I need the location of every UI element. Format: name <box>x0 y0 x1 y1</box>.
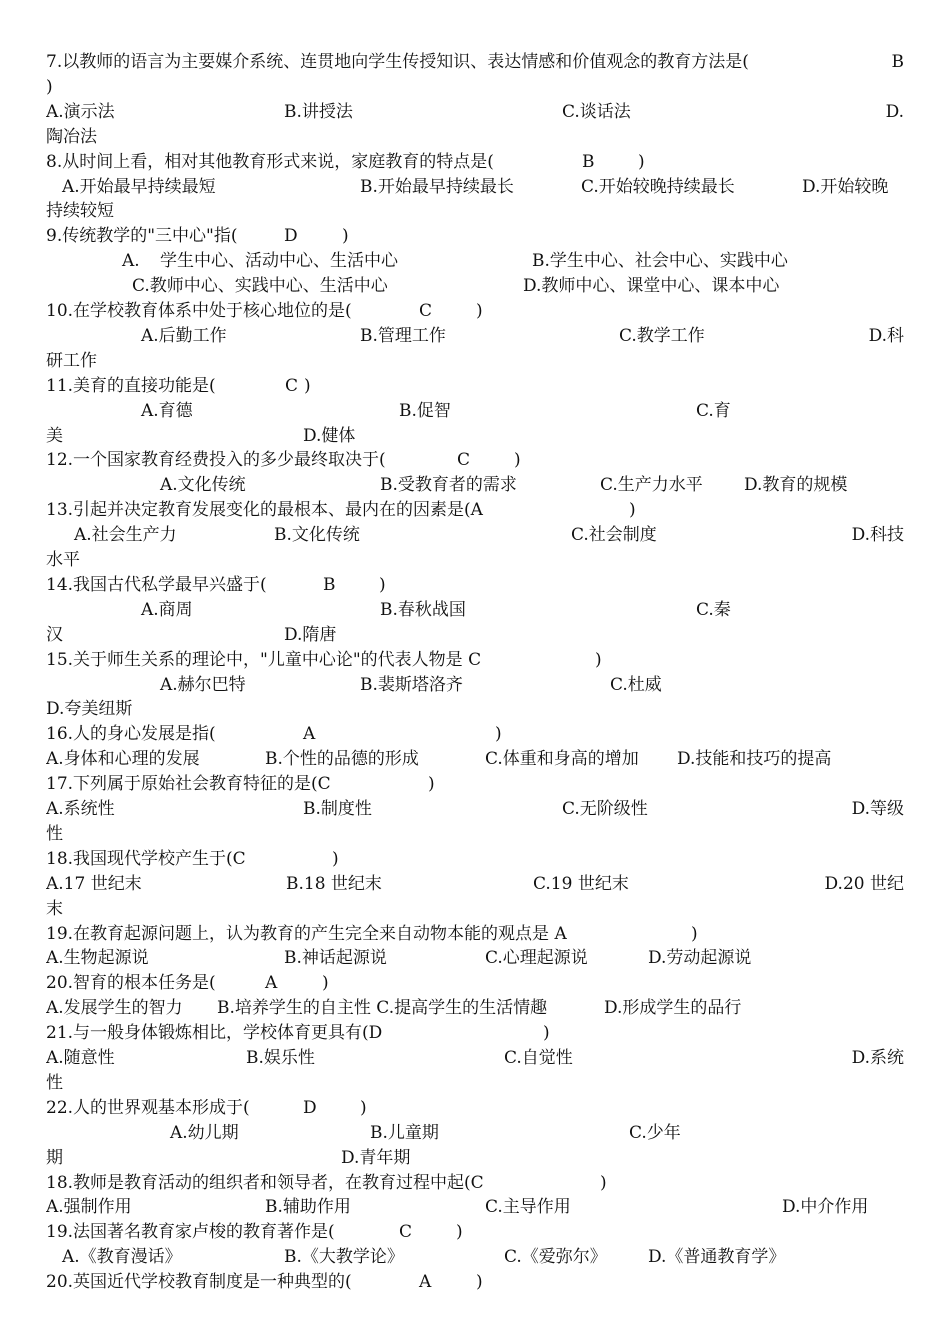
text-segment: C.体重和身高的增加 <box>485 749 639 770</box>
text-segment: A <box>419 1272 432 1293</box>
text-line <box>46 175 904 200</box>
text-segment: ) <box>691 923 698 944</box>
text-line <box>46 548 904 573</box>
text-line <box>46 673 904 698</box>
text-segment: A.文化传统 <box>160 475 246 496</box>
text-segment: D.教师中心、课堂中心、课本中心 <box>523 276 780 297</box>
text-segment: C.社会制度 <box>571 525 657 546</box>
text-segment: C.育 <box>696 400 731 421</box>
text-segment: B.促智 <box>399 400 451 421</box>
text-segment: 学生中心、活动中心、生活中心 <box>160 251 398 272</box>
text-segment: B.制度性 <box>303 799 372 819</box>
text-segment: C.无阶级性 <box>562 799 648 819</box>
text-segment: C.开始较晚持续最长 <box>581 176 735 197</box>
text-segment: 7.以教师的语言为主要媒介系统、连贯地向学生传授知识、表达情感和价值观念的教育方法是( <box>46 52 749 72</box>
text-line <box>46 374 904 399</box>
text-line <box>46 847 904 872</box>
text-segment: D.教育的规模 <box>744 475 848 496</box>
text-segment: 15.关于师生关系的理论中，"儿童中心论"的代表人物是 C <box>46 649 482 670</box>
text-segment: ) <box>304 375 311 396</box>
text-segment: D.《普通教育学》 <box>648 1247 786 1268</box>
text-segment: ) <box>46 76 53 97</box>
text-segment: 汉 <box>46 624 63 645</box>
text-line <box>46 1220 904 1245</box>
text-segment-right: D.科 <box>868 325 904 346</box>
text-segment: 末 <box>46 898 63 919</box>
text-segment: C <box>399 1222 413 1243</box>
text-segment: D.隋唐 <box>284 624 337 645</box>
text-segment: D <box>284 226 298 247</box>
text-segment: C.《爱弥尔》 <box>504 1247 607 1268</box>
text-segment: C.教师中心、实践中心、生活中心 <box>132 276 388 297</box>
text-segment: A <box>265 973 278 994</box>
text-segment: B.18 世纪末 <box>286 873 382 894</box>
text-segment: ) <box>495 724 502 745</box>
text-segment: D.夸美纽斯 <box>46 699 133 720</box>
text-segment: ) <box>514 450 521 471</box>
text-segment: A.《教育漫话》 <box>62 1247 182 1268</box>
text-line <box>46 299 904 324</box>
text-line <box>46 324 904 349</box>
text-line <box>46 996 904 1021</box>
text-segment: C.少年 <box>629 1122 681 1143</box>
text-segment: ) <box>332 848 339 869</box>
text-segment: A.社会生产力 <box>74 525 177 546</box>
text-line <box>46 523 904 548</box>
text-segment: ) <box>476 301 483 321</box>
text-segment: C.秦 <box>696 599 731 620</box>
text-line <box>46 747 904 772</box>
text-segment: 9.传统教学的"三中心"指( <box>46 226 238 247</box>
text-line <box>46 424 904 449</box>
text-line <box>46 598 904 623</box>
text-segment: 研工作 <box>46 350 97 371</box>
text-segment: 20.智育的根本任务是( <box>46 973 216 994</box>
text-segment-right: D.系统 <box>851 1048 904 1068</box>
text-segment: C.心理起源说 <box>485 948 588 969</box>
text-segment: ) <box>360 1097 367 1118</box>
text-segment: A.强制作用 <box>46 1197 132 1218</box>
text-line <box>46 971 904 996</box>
text-segment: D.形成学生的品行 <box>604 998 742 1019</box>
text-segment: B.《大教学论》 <box>284 1247 404 1268</box>
text-segment: D.青年期 <box>341 1147 411 1168</box>
text-segment: 美 <box>46 425 63 446</box>
text-line <box>46 399 904 424</box>
text-segment: B <box>582 151 595 172</box>
text-segment: 8.从时间上看，相对其他教育形式来说，家庭教育的特点是( <box>46 151 494 172</box>
text-segment: A.生物起源说 <box>46 948 149 969</box>
text-segment: A.随意性 <box>46 1048 115 1068</box>
text-line <box>46 75 904 100</box>
text-segment: D.技能和技巧的提高 <box>677 749 832 770</box>
text-segment: B.学生中心、社会中心、实践中心 <box>532 251 788 272</box>
text-segment: 18.我国现代学校产生于(C <box>46 848 246 869</box>
text-segment: 14.我国古代私学最早兴盛于( <box>46 574 267 595</box>
text-line <box>46 448 904 473</box>
text-segment: 水平 <box>46 550 80 570</box>
text-line <box>46 1071 904 1096</box>
text-segment: 20.英国近代学校教育制度是一种典型的( <box>46 1272 352 1293</box>
text-line <box>46 249 904 274</box>
text-segment: A.发展学生的智力 <box>46 998 183 1019</box>
text-segment: 12.一个国家教育经费投入的多少最终取决于( <box>46 450 386 471</box>
text-segment-right: B <box>891 52 904 72</box>
text-segment: ) <box>428 774 435 795</box>
text-segment: B.春秋战国 <box>380 599 466 620</box>
text-segment: B.辅助作用 <box>265 1197 351 1218</box>
text-segment: A <box>303 724 316 745</box>
text-segment: C.谈话法 <box>562 101 631 122</box>
text-line <box>46 498 904 523</box>
text-line <box>46 473 904 498</box>
text-segment: D.健体 <box>303 425 356 446</box>
text-segment: A.开始最早持续最短 <box>62 176 216 197</box>
text-segment: 期 <box>46 1147 63 1168</box>
text-segment: 17.下列属于原始社会教育特征的是(C <box>46 774 331 795</box>
text-segment: ) <box>322 973 329 994</box>
text-segment-right: D. <box>885 101 904 122</box>
text-segment: 22.人的世界观基本形成于( <box>46 1097 250 1118</box>
text-line <box>46 1195 904 1220</box>
text-segment: 持续较短 <box>46 201 114 222</box>
text-segment: ) <box>595 649 602 670</box>
text-line <box>46 1171 904 1196</box>
text-line <box>46 1096 904 1121</box>
text-line <box>46 100 904 125</box>
text-segment: C.生产力水平 <box>600 475 703 496</box>
text-line <box>46 125 904 150</box>
text-segment: B.个性的品德的形成 <box>265 749 419 770</box>
text-line <box>46 1021 904 1046</box>
text-segment: 11.美育的直接功能是( <box>46 375 216 396</box>
text-segment: A.赫尔巴特 <box>160 674 246 695</box>
text-segment: B <box>323 574 336 595</box>
text-line <box>46 1121 904 1146</box>
text-segment: A.身体和心理的发展 <box>46 749 200 770</box>
text-segment: 陶冶法 <box>46 126 97 147</box>
text-segment: 19.在教育起源问题上，认为教育的产生完全来自动物本能的观点是 A <box>46 923 567 944</box>
text-segment: ) <box>456 1222 463 1243</box>
text-segment: C <box>457 450 471 471</box>
text-line <box>46 224 904 249</box>
text-segment: ) <box>600 1172 607 1193</box>
text-segment: B.娱乐性 <box>246 1048 315 1068</box>
text-segment: ) <box>342 226 349 247</box>
text-segment: B.裴斯塔洛齐 <box>360 674 463 695</box>
text-segment: D <box>303 1097 317 1118</box>
text-segment: C <box>419 301 433 321</box>
text-segment: C.杜威 <box>610 674 662 695</box>
text-segment: 19.法国著名教育家卢梭的教育著作是( <box>46 1222 335 1243</box>
text-line <box>46 872 904 897</box>
text-segment: 10.在学校教育体系中处于核心地位的是( <box>46 301 352 321</box>
text-segment: C.19 世纪末 <box>533 873 629 894</box>
text-line <box>46 946 904 971</box>
text-line <box>46 772 904 797</box>
text-segment: D.劳动起源说 <box>648 948 752 969</box>
text-line <box>46 722 904 747</box>
text-segment: 16.人的身心发展是指( <box>46 724 216 745</box>
text-line <box>46 797 904 822</box>
text-segment: 21.与一般身体锻炼相比，学校体育更具有(D <box>46 1023 383 1044</box>
text-segment: ) <box>379 574 386 595</box>
text-segment: A.17 世纪末 <box>46 873 142 894</box>
text-segment: C.教学工作 <box>619 325 705 346</box>
text-segment: ) <box>629 500 636 521</box>
text-segment: B.文化传统 <box>274 525 360 546</box>
text-line <box>46 1245 904 1270</box>
text-line <box>46 697 904 722</box>
text-segment: B.讲授法 <box>284 101 353 122</box>
text-line <box>46 1046 904 1071</box>
text-segment: B.培养学生的自主性 C.提高学生的生活情趣 <box>217 998 548 1019</box>
text-segment: B.神话起源说 <box>284 948 387 969</box>
text-segment: C.自觉性 <box>504 1048 573 1068</box>
text-segment: A.商周 <box>141 599 193 620</box>
text-segment: A.后勤工作 <box>141 325 227 346</box>
text-line <box>46 274 904 299</box>
text-line <box>46 199 904 224</box>
text-line <box>46 922 904 947</box>
text-segment: C.主导作用 <box>485 1197 571 1218</box>
text-segment: 18.教师是教育活动的组织者和领导者，在教育过程中起(C <box>46 1172 484 1193</box>
text-segment: A.幼儿期 <box>170 1122 239 1143</box>
text-segment: B.受教育者的需求 <box>380 475 517 496</box>
text-segment-right: D.科技 <box>851 525 904 546</box>
text-line <box>46 573 904 598</box>
text-segment: D.中介作用 <box>782 1197 869 1218</box>
text-segment: ) <box>476 1272 483 1293</box>
text-line <box>46 1146 904 1171</box>
text-segment: B.管理工作 <box>360 325 446 346</box>
text-line <box>46 648 904 673</box>
text-segment: B.儿童期 <box>370 1122 439 1143</box>
text-line <box>46 822 904 847</box>
text-segment: C <box>285 375 299 396</box>
text-segment: A. <box>122 251 140 272</box>
text-segment: A.演示法 <box>46 101 115 122</box>
text-line <box>46 349 904 374</box>
text-line <box>46 623 904 648</box>
text-segment-right: D.等级 <box>851 799 904 819</box>
text-segment-right: D.20 世纪 <box>824 873 904 894</box>
text-segment: 性 <box>46 1072 63 1093</box>
text-segment: A.系统性 <box>46 799 115 819</box>
text-line <box>46 1270 904 1295</box>
text-segment: B.开始最早持续最长 <box>360 176 514 197</box>
text-segment: ) <box>638 151 645 172</box>
text-line <box>46 150 904 175</box>
text-segment: 性 <box>46 823 63 844</box>
text-line <box>46 897 904 922</box>
text-segment: ) <box>543 1023 550 1044</box>
text-line <box>46 50 904 75</box>
text-segment: 13.引起并决定教育发展变化的最根本、最内在的因素是(A <box>46 500 483 521</box>
text-segment: D.开始较晚 <box>802 176 889 197</box>
text-segment: A.育德 <box>141 400 193 421</box>
